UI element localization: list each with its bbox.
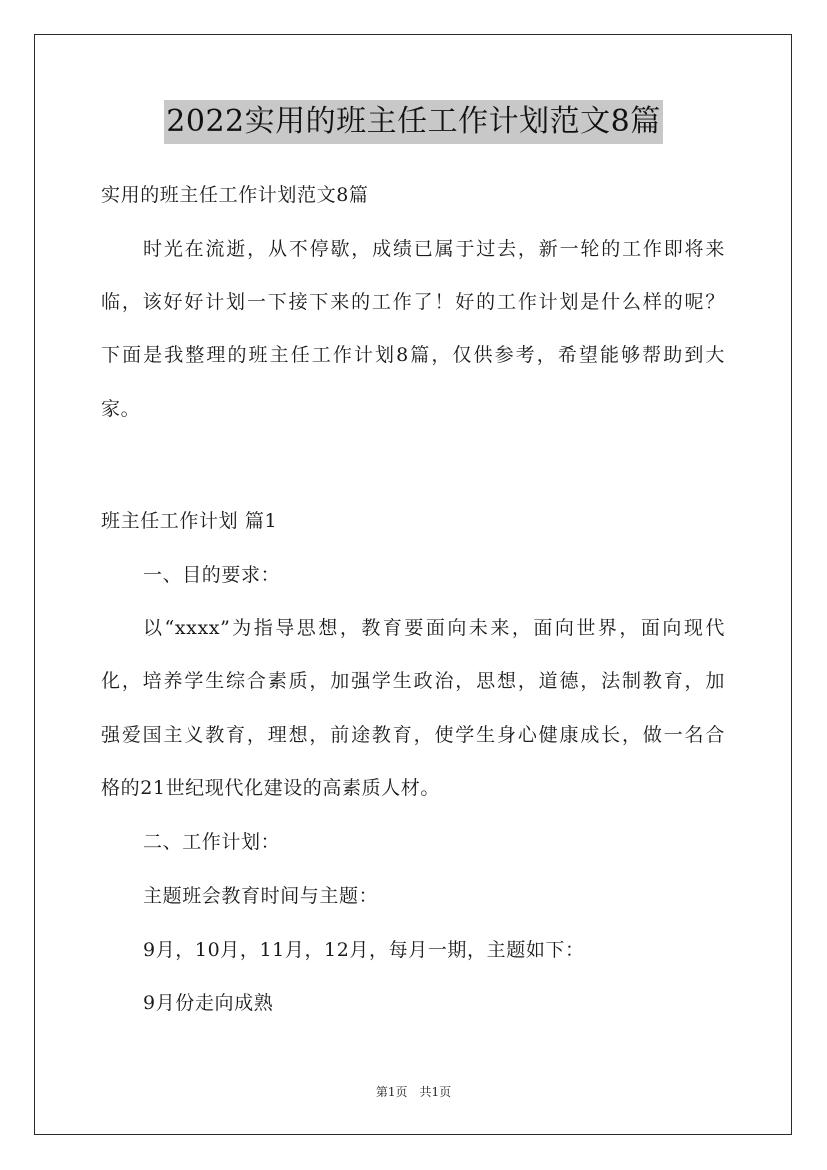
intro-line: 家。	[101, 398, 141, 420]
document-title: 2022实用的班主任工作计划范文8篇	[164, 100, 662, 144]
list-item: 主题班会教育时间与主题：	[143, 885, 379, 907]
page-footer: 第1页 共1页	[375, 1085, 452, 1099]
section-heading: 班主任工作计划 篇1	[101, 510, 278, 532]
heading-plan: 二、工作计划：	[143, 831, 281, 853]
body-line: 格的21世纪现代化建设的高素质人材。	[101, 777, 440, 799]
intro-line: 时光在流逝，从不停歇，成绩已属于过去，新一轮的工作即将来	[143, 238, 725, 260]
body-line: 化，培养学生综合素质，加强学生政治，思想，道德，法制教育，加	[101, 670, 725, 692]
list-item: 9月，10月，11月，12月，每月一期，主题如下：	[143, 939, 585, 961]
title-container	[0, 100, 827, 144]
list-item: 9月份走向成熟	[143, 992, 274, 1014]
intro-line: 下面是我整理的班主任工作计划8篇，仅供参考，希望能够帮助到大	[101, 344, 725, 366]
body-line: 以“xxxx”为指导思想，教育要面向未来，面向世界，面向现代	[143, 617, 725, 639]
intro-line: 临，该好好计划一下接下来的工作了！好的工作计划是什么样的呢？	[101, 291, 725, 313]
heading-goals: 一、目的要求：	[143, 564, 281, 586]
body-line: 强爱国主义教育，理想，前途教育，使学生身心健康成长，做一名合	[101, 724, 725, 746]
document-subtitle: 实用的班主任工作计划范文8篇	[101, 184, 369, 206]
